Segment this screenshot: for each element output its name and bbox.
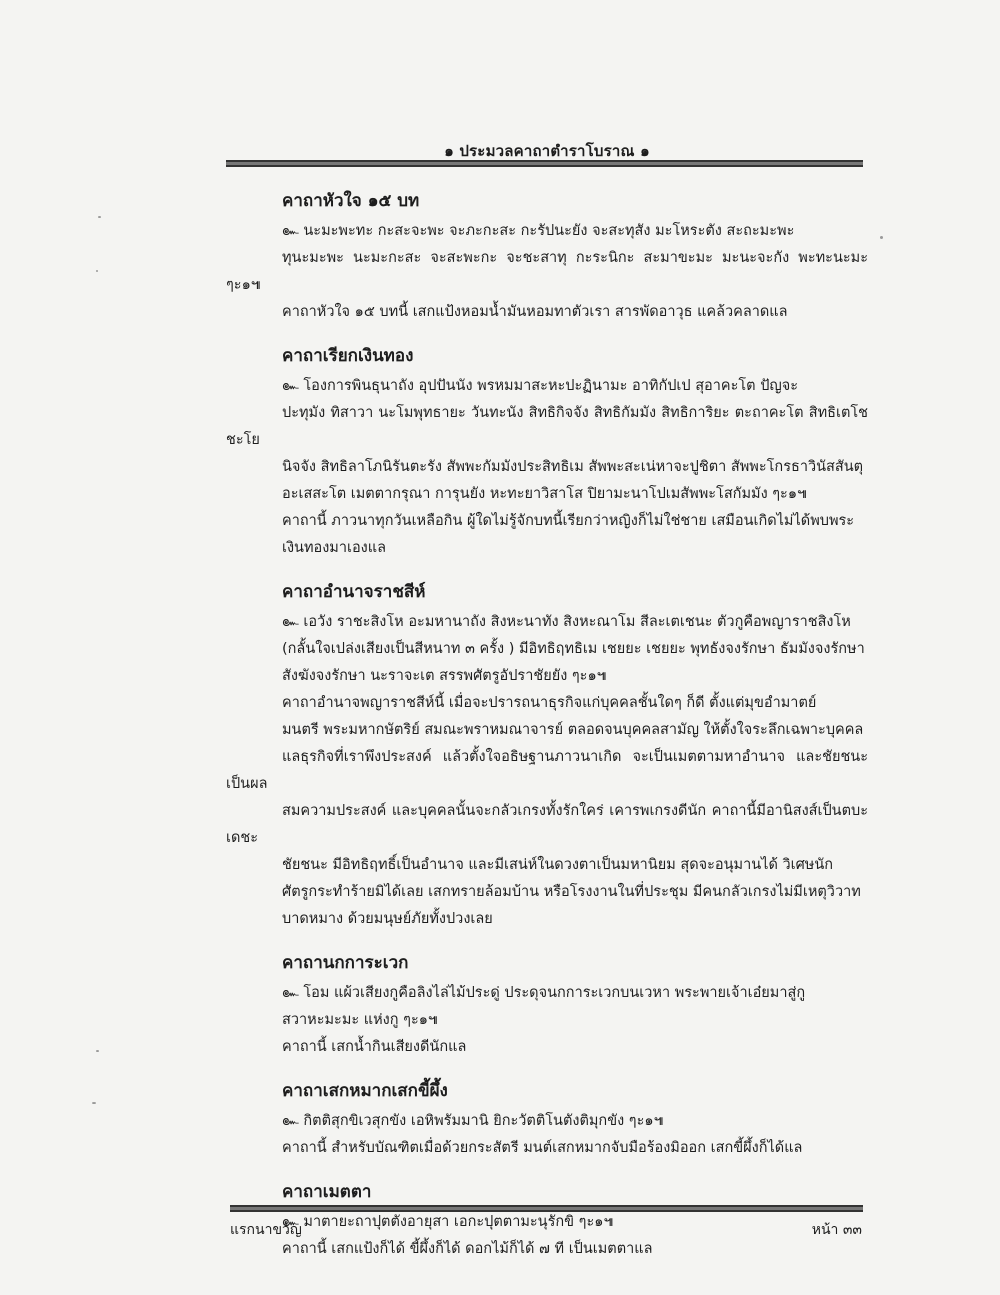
chant-text (226, 609, 868, 690)
section-karavek-chant (226, 948, 868, 1061)
text-line: มนตรี พระมหากษัตริย์ สมณะพราหมณาจารย์ ตลอดจนบุคคลสามัญ ให้ตั้งใจระลึกเฉพาะบุคคล (282, 722, 864, 738)
text-line: คาถานี้ เสกน้ำกินเสียงดีนักแล (282, 1039, 467, 1055)
text-line: ศัตรูกระทำร้ายมิได้เลย เสกทรายล้อมบ้าน หรือโรงงานในที่ประชุม มีคนกลัวเกรงไม่มีเหตุวิวาท (282, 884, 861, 900)
explanation-text (226, 299, 868, 326)
text-line: นิจจัง สิทธิลาโภนิรันตะรัง สัพพะกัมมังประสิทธิเม สัพพะสะเน่หาจะปูชิตา สัพพะโกรธาวินัสสันตุ (282, 459, 864, 475)
text-line: คาถานี้ ภาวนาทุกวันเหลือกิน ผู้ใดไม่รู้จักบทนี้เรียกว่าหญิงก็ไม่ใช่ชาย เสมือนเกิดไม่ได้พบพระ (282, 513, 855, 529)
text-line: (กลั้นใจเปล่งเสียงเป็นสีหนาท ๓ ครั้ง ) มีอิทธิฤทธิเม เชยยะ เชยยะ พุทธังจงรักษา ธัมมังจงรักษา (282, 641, 865, 657)
explanation-text (226, 508, 868, 562)
section-title: คาถานกการะเวก (282, 953, 409, 973)
section-title: คาถาเสกหมากเสกขี้ผึ้ง (282, 1081, 448, 1101)
chant-text (226, 218, 868, 299)
text-line: คาถาหัวใจ ๑๕ บทนี้ เสกแป้งหอมน้ำมันหอมทาตัวเรา สารพัดอาวุธ แคล้วคลาดแล (282, 304, 788, 320)
text-line: ทุนะมะพะ นะมะกะสะ จะสะพะกะ จะชะสาทุ กะระนิกะ สะมาขะมะ มะนะจะกัง พะทะนะมะ ๆะ๑๚ (226, 250, 868, 293)
text-line: อะเสสะโต เมตตากรุณา การุนยัง หะทะยาวิสาโส ปิยามะนาโปเมสัพพะโสกัมมัง ๆะ๑๚ (282, 486, 807, 502)
section-metta-chant (226, 1177, 868, 1263)
text-line: คาถานี้ สำหรับบัณฑิตเมื่อด้วยกระสัตรี มนต์เสกหมากจับมือร้องมิออก เสกขี้ผึ้งก็ได้แล (282, 1140, 803, 1156)
explanation-text (226, 1034, 868, 1061)
text-line: ชัยชนะ มีอิทธิฤทธิ์เป็นอำนาจ และมีเสน่ห์ในดวงตาเป็นมหานิยม สุดจะอนุมานได้ วิเศษนัก (282, 857, 834, 873)
scan-speck (880, 236, 883, 239)
page-number: หน้า ๓๓ (811, 1222, 862, 1238)
scan-speck (92, 1102, 96, 1104)
text-line: ๛ นะมะพะทะ กะสะจะพะ จะภะกะสะ กะรัปนะยัง จะสะทุสัง มะโหระตัง สะถะมะพะ (282, 223, 795, 239)
footer-rule (230, 1205, 863, 1212)
scan-speck (96, 270, 98, 272)
section-title: คาถาเมตตา (282, 1182, 372, 1202)
explanation-text (226, 1236, 868, 1263)
text-line: บาดหมาง ด้วยมนุษย์ภัยทั้งปวงเลย (282, 911, 493, 927)
section-title: คาถาหัวใจ ๑๕ บท (282, 191, 420, 211)
section-title: คาถาอำนาจราชสีห์ (282, 582, 426, 602)
text-line: คาถาอำนาจพญาราชสีห์นี้ เมื่อจะปรารถนาธุรกิจแก่บุคคลชั้นใดๆ ก็ดี ตั้งแต่มุขอำมาตย์ (282, 695, 817, 711)
scan-speck (96, 1050, 99, 1052)
page-body (226, 186, 868, 1278)
text-line: ปะทุมัง ทิสาวา นะโมพุทธายะ วันทะนัง สิทธิกิจจัง สิทธิกัมมัง สิทธิการิยะ ตะถาคะโต สิทธิเตโชชะโย (226, 405, 868, 448)
chant-text (226, 980, 868, 1034)
text-line: สวาหะมะมะ แห่งกู ๆะ๑๚ (282, 1012, 438, 1028)
scan-speck (98, 216, 101, 218)
running-header: ๑ ประมวลคาถาตำราโบราณ ๑ (444, 142, 650, 160)
section-money-chant (226, 341, 868, 562)
chant-text (226, 1108, 868, 1135)
section-betel-wax-chant (226, 1076, 868, 1162)
text-line: ๛ โอม แผ้วเสียงกูคือลิงไล่ไม้ประดู่ ประดุจนกการะเวกบนเวหา พระพายเจ้าเอ๋ยมาสู่กู (282, 985, 806, 1001)
text-line: แลธุรกิจที่เราพึงประสงค์ แล้วตั้งใจอธิษฐานภาวนาเกิด จะเป็นเมตตามหาอำนาจ และชัยชนะเป็นผล (226, 749, 868, 792)
text-line: ๛ มาตายะถาปุตตังอายุสา เอกะปุตตามะนุรักขิ ๆะ๑๚ (282, 1214, 614, 1230)
chant-text (226, 373, 868, 508)
footer-book-title: แรกนาขวัญ (230, 1222, 302, 1238)
section-heart-chant (226, 186, 868, 326)
text-line: สังฆังจงรักษา นะราจะเต สรรพศัตรูอัปราชัยยัง ๆะ๑๚ (282, 668, 607, 684)
chant-text (226, 1209, 868, 1236)
section-title: คาถาเรียกเงินทอง (282, 346, 414, 366)
section-lion-power-chant (226, 577, 868, 933)
text-line: ๛ โองการพินธุนาถัง อุปปันนัง พรหมมาสะหะปะฏินามะ อาทิกัปเป สุอาคะโต ปัญจะ (282, 378, 799, 394)
text-line: คาถานี้ เสกแป้งก็ได้ ขี้ผึ้งก็ได้ ดอกไม้ก็ได้ ๗ ที เป็นเมตตาแล (282, 1241, 653, 1257)
text-line: ๛ เอวัง ราชะสิงโห อะมหานาถัง สิงหะนาทัง สิงหะณาโม สีละเตเชนะ ตัวกูคือพญาราชสิงโห (282, 614, 851, 630)
header-rule (226, 160, 863, 167)
text-line: ๛ กิตติสุกขิเวสุกขัง เอหิพรัมมานิ ยิกะวัตติโนตังติมุกขัง ๆะ๑๚ (282, 1113, 664, 1129)
text-line: สมความประสงค์ และบุคคลนั้นจะกลัวเกรงทั้งรักใคร่ เคารพเกรงดีนัก คาถานี้มีอานิสงส์เป็นตบะเดชะ (226, 803, 868, 846)
explanation-text (226, 1135, 868, 1162)
text-line: เงินทองมาเองแล (282, 540, 386, 556)
explanation-text (226, 690, 868, 933)
